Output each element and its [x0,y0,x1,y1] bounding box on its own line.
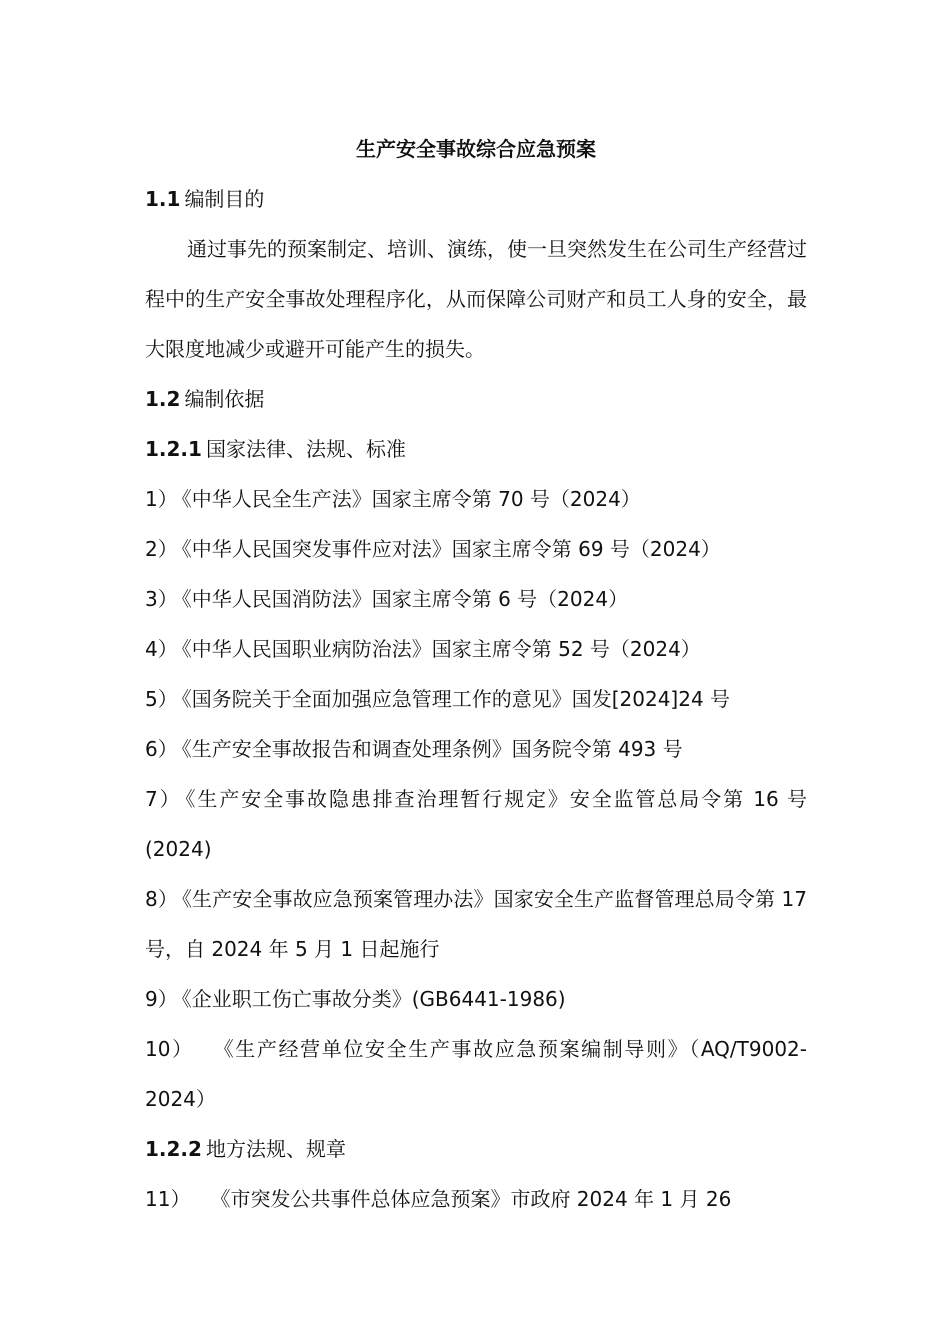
list-item [145,774,807,874]
list-item-label: 3） [145,587,178,611]
list-item-label: 4） [145,637,178,661]
list-item-text: 《国务院关于全面加强应急管理工作的意见》国发[2024]24 号 [181,687,731,711]
list-item-label: 9） [145,987,178,1011]
list-item-label: 7） [145,787,182,811]
list-item-text: 《生产安全事故隐患排查治理暂行规定》安全监管总局令第 16 号(2024) [145,787,807,861]
list-item [145,524,807,574]
list-item [145,474,807,524]
list-item [145,574,807,624]
list-item-text: 《市突发公共事件总体应急预案》市政府 2024 年 1 月 26 [220,1187,732,1211]
list-item-text: 《中华人民国职业病防治法》国家主席令第 52 号（2024） [181,637,701,661]
list-item-label: 6） [145,737,178,761]
list-item-text: 《中华人民国消防法》国家主席令第 6 号（2024） [181,587,629,611]
list-item-label: 8） [145,887,178,911]
list-item [145,1174,807,1224]
section-text: 地方法规、规章 [205,1137,346,1161]
list-item [145,674,807,724]
section-number: 1.2 [145,387,181,411]
list-item-label: 1） [145,487,178,511]
list-item-label: 11） [145,1187,191,1211]
section-heading-1-2 [145,374,807,424]
list-item-label: 2） [145,537,178,561]
list-item [145,1024,807,1124]
list-item [145,624,807,674]
section-number: 1.2.1 [145,437,202,461]
list-item-label: 10） [145,1037,194,1061]
purpose-paragraph: 通过事先的预案制定、培训、演练，使一旦突然发生在公司生产经营过程中的生产安全事故处理程序化，从而保障公司财产和员工人身的安全，最大限度地减少或避开可能产生的损失。 [145,237,807,361]
list-item-text: 《生产安全事故报告和调查处理条例》国务院令第 493 号 [181,737,683,761]
list-item [145,874,807,974]
list-item [145,974,807,1024]
document-content [145,124,807,1224]
list-item-text: 《中华人民全生产法》国家主席令第 70 号（2024） [181,487,641,511]
section-number: 1.2.2 [145,1137,202,1161]
section-text: 编制依据 [184,387,265,411]
list-item-text: 《企业职工伤亡事故分类》(GB6441-1986) [181,987,566,1011]
list-item [145,724,807,774]
section-text: 国家法律、法规、标准 [205,437,406,461]
document-title: 生产安全事故综合应急预案 [356,137,596,161]
list-item-label: 5） [145,687,178,711]
section-text: 编制目的 [184,187,265,211]
list-item-text: 《生产安全事故应急预案管理办法》国家安全生产监督管理总局令第 17 号，自 2024 年 5 月 1 日起施行 [145,887,807,961]
section-heading-1-1 [145,174,807,224]
list-item-text: 《中华人民国突发事件应对法》国家主席令第 69 号（2024） [181,537,721,561]
section-number: 1.1 [145,187,181,211]
list-item-text: 《生产经营单位安全生产事故应急预案编制导则》（AQ/T9002-2024） [145,1037,807,1111]
section-heading-1-2-2 [145,1124,807,1174]
section-heading-1-2-1 [145,424,807,474]
